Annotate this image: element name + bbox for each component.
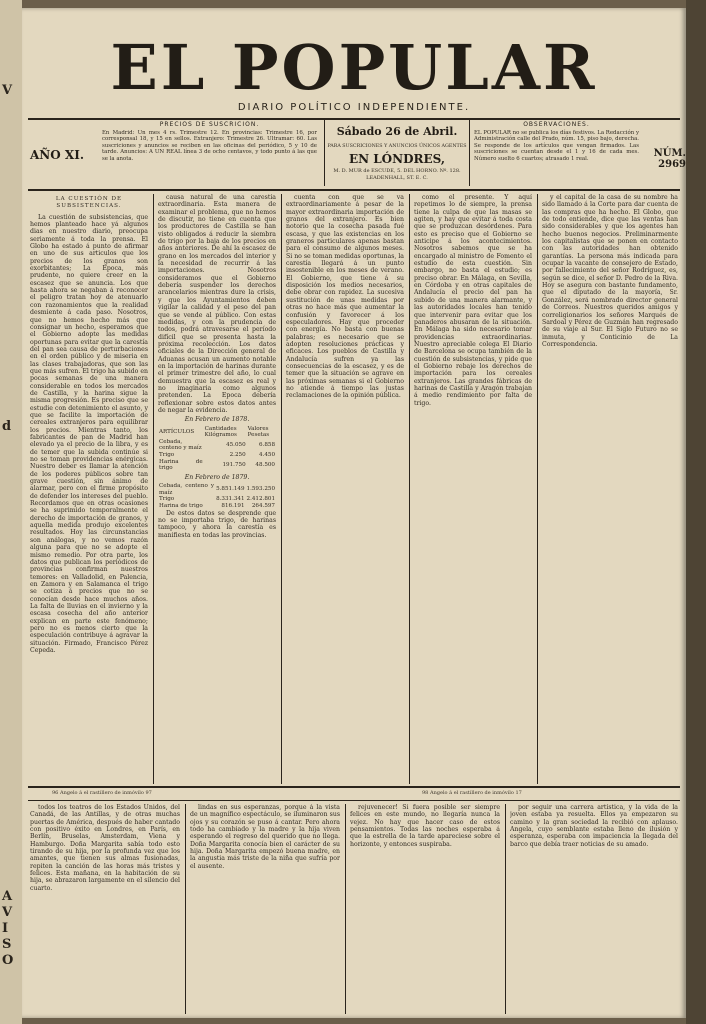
feuilleton-column-1 — [30, 804, 180, 1014]
london-label: EN LÓNDRES, — [348, 152, 446, 167]
table-cell: 45.050 — [226, 442, 246, 449]
london-address: M. D. MUR de ESCUDE, 5. DEL HORNO. Nº. 128. LEADENHALL, ST. E. C. — [333, 168, 461, 181]
table-cell: 4.450 — [258, 452, 275, 459]
masthead-subtitle: DIARIO POLÍTICO INDEPENDIENTE. — [237, 102, 471, 113]
subs-title: PARA SUSCRICIONES Y ANUNCIOS ÚNICOS AGENTES — [327, 144, 467, 149]
table-title: En Febrero de 1878. — [184, 416, 250, 424]
strip-letter: V — [2, 83, 13, 98]
article-column-1 — [30, 194, 148, 782]
table-row — [158, 459, 276, 472]
observations-block — [474, 121, 639, 162]
table-cell: 5.851.149 — [216, 486, 245, 493]
table-row — [158, 503, 276, 510]
column-divider — [537, 194, 538, 784]
article-text: La cuestión de subsistencias, que hemos planteado hace yá algunos dias en nuestro diario, preocupa seriamente á toda la prensa. El Globo ha estado á punto de afirmar en uno de sus articulos que los precios de los granos son exorbitantes; La Epoca, más prudente, no quiere creer en la escasez que se anuncia. Los que hasta ahora se negaban á reconocer el peligro tratan hoy de atenuarlo con razonamientos que la realidad desmiente á cada paso. Nosotros, que no hemos hecho más que consignar un hecho, esperamos que el Gobierno adopte las medidas oportunas para evitar que la carestía del pan sea causa de perturbaciones en el orden público y de miseria en las clases trabajadoras, que son las que más sufren. El trigo ha subido en pocas semanas de una manera considerable en todos los mercados de Castilla, y la harina sigue la misma progresión. Es preciso que se estudie con detenimiento el asunto, y que se facilite la importación de cereales extranjeros para equilibrar los precios. Mientras tanto, los fabricantes de pan de Madrid han elevado ya el precio de la libra, y es de temer que la subida continúe si no se toman providencias enérgicas. Nuestro deber es llamar la atención de los poderes públicos sobre tan grave cuestión, sin ánimo de alarmar, pero con el firme propósito de defender los intereses del pueblo. Recordamos que en otras ocasiones se ha suprimido temporalmente el derecho de importación de granos, y aquella medida produjo excelentes resultados. Hoy las circunstancias son análogas, y no vemos razón alguna para que no se adopte el mismo remedio. Por otra parte, los datos que publican los periódicos de provincias confirman nuestros temores: en Valladolid, en Palencia, en Zamora y en Salamanca el trigo se cotiza á precios que no se conocían desde hace muchos años. La falta de lluvias en el invierno y la escasa cosecha del año anterior explican en parte este fenómeno; pero no es menos cierto que la especulación contribuye á agravar la situación. Firmado, Francisco Pérez Cepeda. — [30, 213, 148, 654]
prices-title: PRECIOS DE SUSCRICION. — [159, 121, 260, 128]
strip-letter: O — [2, 953, 14, 968]
strip-letter: d — [2, 419, 12, 434]
article-text: y el capital de la casa de su nombre ha sido llamado á la Corte para dar cuenta de las compras que ha hecho. El Globo, que de todo entiende, dice que las ventas han sido considerables y que los agentes han hecho buenos negocios. Preliminarmente los capitalistas que se ponen en contacto con las autoridades han obtenido garantías. La persona más indicada para ocupar la vacante de consejero de Estado, por fallecimiento del señor Rodríguez, es, según se dice, el señor D. Pedro de la Riva. Hoy se asegura con bastante fundamento, que el diputado de la mayoría, Sr. González, será nombrado director general de Correos. Nuestros queridos amigos y correligionarios los señores Marqués de Sardoal y Pérez de Guzmán han regresado de su viaje al Sur. El Siglo Futuro no se inmuta, y Conticinio de La Correspondencia. — [542, 194, 678, 348]
table-cell: 2.250 — [229, 452, 246, 459]
table-title: En Febrero de 1879. — [184, 473, 250, 481]
table-cell: 191.750 — [222, 461, 246, 468]
left-page-strip — [0, 0, 22, 1024]
feuilleton-text: lindas en sus esperanzas, porque á la vista de un magnífico espectáculo, se iluminaron sus ojos y su corazón se puso á cantar. Pero ahora todo ha cambiado y la madre y la hija viven esperando el regreso del querido que no llega. Doña Margarita conocía bien el carácter de su hija. Doña Margarita empezó buena madre, en la angustia más triste de la niña que sufría por el ausente. — [190, 804, 340, 870]
article-text: De estos datos se desprende que no se importaba trigo, de harinas tampoco, y ahora la carestía es manifiesta en todas las provincias. — [158, 509, 276, 539]
year-label: AÑO XI. — [30, 148, 85, 162]
feuilleton-header-left: 96 Angelo á el rastillero de inmóvilo 97 — [52, 790, 152, 796]
table-cell: 264.597 — [251, 502, 275, 509]
header-divider — [324, 120, 325, 186]
header-rule-bottom — [28, 189, 680, 191]
observations-title: OBSERVACIONES. — [523, 121, 590, 128]
newspaper-page — [22, 8, 686, 1018]
prices-block — [102, 121, 317, 162]
column-divider — [505, 804, 506, 1014]
article-column-4 — [414, 194, 532, 782]
table-header: Cantidades Kilógramos — [204, 425, 237, 439]
header-divider — [469, 120, 470, 186]
feuilleton-column-2 — [190, 804, 340, 1014]
table-cell: Harina de trigo — [159, 458, 203, 472]
table-header: ARTÍCULOS — [159, 428, 195, 435]
observations-text: EL POPULAR no se publica los días festivos. La Redacción y Administración calle del Prado, núm. 15, piso bajo, derecha. Se responde de los artículos que vengan firmados. Las suscriciones se cuentan desde el 1 y 16 de cada mes. Número suelto 6 cuartos; atrasado 1 real. — [474, 130, 639, 162]
table-row — [158, 483, 276, 496]
table-cell: Cebada, centeno y maíz — [159, 438, 202, 452]
issue-date: Sábado 26 de Abril. — [336, 125, 458, 138]
feuilleton-text: rejuvenecer! Si fuera posible ser siempre felices en este mundo, no llegaría nunca la vejez. No hay que hacer caso de estos pensamientos. Todas las noches esperaba á que la estrella de la tarde apareciese sobre el horizonte, y entonces suspiraba. — [350, 804, 500, 848]
table-row — [158, 439, 276, 452]
feuilleton-rule — [28, 786, 680, 788]
import-table-1 — [158, 426, 276, 472]
strip-letter: A — [2, 889, 13, 904]
table-cell: 6.858 — [258, 442, 275, 449]
feuilleton-header-right: 98 Angelo á el rastillero de inmóvilo 17 — [422, 790, 522, 796]
strip-letter: V — [2, 905, 13, 920]
table-cell: 1.593.250 — [246, 486, 275, 493]
table-cell: Harina de trigo — [159, 502, 203, 509]
table-cell: Trigo — [159, 452, 175, 459]
column-divider — [345, 804, 346, 1014]
strip-letter: I — [2, 921, 9, 936]
import-table-2 — [158, 483, 276, 509]
prices-text: En Madrid: Un mes 4 rs. Trimestre 12. En provincias: Trimestre 16, por corresponsal 18, y 15 en sellos. Extranjero: Trimestre 26. Ultramar: 60. Las suscriciones y anuncios se reciben en las oficinas del periódico, 5 y 10 de tarde. Anuncios: A UN REAL línea 3 de ocho centavos, y todo punto á las que se la anota. — [102, 130, 317, 162]
article-text: causa natural de una carestía extraordinaria. Esta manera de examinar el problema, que no hemos de discutir, no tiene en cuenta que los productores de Castilla se han visto obligados á reducir la siembra de trigo por la baja de los precios en años anteriores. De ahí la escasez de grano en los mercados del interior y la necesidad de recurrir á las importaciones. Nosotros consideramos que el Gobierno debería suspender los derechos arancelarios mientras dure la crisis, y que los Ayuntamientos deben vigilar la calidad y el peso del pan que se vende al público. Con estas medidas, y con la prudencia de todos, podrá atravesarse el período difícil que se presenta hasta la próxima recolección. Los datos oficiales de la Dirección general de Aduanas acusan un aumento notable en la importación de harinas durante el primer trimestre del año, lo cual demuestra que la escasez es real y no imaginaria como algunos pretenden. La Epoca debería reflexionar sobre estos datos antes de negar la evidencia. — [158, 194, 276, 414]
article-column-2 — [158, 194, 276, 782]
right-page-edge — [686, 0, 706, 1024]
table-cell: 2.412.801 — [246, 496, 275, 503]
article-title: LA CUESTIÓN DE SUBSISTENCIAS. — [55, 196, 123, 210]
issue-number: NÚM. 2969 — [653, 148, 686, 170]
table-cell: 48.500 — [255, 461, 275, 468]
header-rule-top — [28, 118, 680, 120]
table-cell: Trigo — [159, 496, 175, 503]
table-cell: 816.191 — [221, 502, 245, 509]
feuilleton-text: todos los teatros de los Estados Unidos, del Canadá, de las Antillas, y de otras muchas puertas de América, después de haber cantado con positivo éxito en Londres, en París, en Berlín, Bruselas, Amsterdam, Viena y Hamburgo. Doña Margarita sabía todo esto tirando de su hija, por la profunda vez que los amantes, que tienen sus almas fusionadas, repiten la canción de las horas más tristes y felices. Esta mañana, en la habitación de su hija, se abrazaron largamente en el silencio del cuarto. — [30, 804, 180, 892]
article-column-3 — [286, 194, 404, 782]
table-row — [158, 452, 276, 459]
table-header: Valores Pesetas — [247, 425, 270, 439]
feuilleton-column-3 — [350, 804, 500, 1014]
column-divider — [185, 804, 186, 1014]
article-text: como el presente. Y aquí repetimos lo de siempre, la prensa tiene la culpa de que las masas se agiten, y hay que evitar á toda costa que se produzcan desórdenes. Para esto es preciso que el Gobierno se anticipe á los acontecimientos. Nosotros sabemos que se ha encargado al ministro de Fomento el estudio de esta cuestión. Sin embargo, no basta el estudio; es preciso obrar. En Málaga, en Sevilla, en Córdoba y en otras capitales de Andalucía el precio del pan ha subido de una manera alarmante, y las autoridades locales han tenido que intervenir para evitar que los panaderos abusaran de la situación. En Málaga ha sido necesario tomar providencias extraordinarias. Nuestro apreciable colega El Diario de Barcelona se ocupa también de la cuestión de subsistencias, y pide que el Gobierno rebaje los derechos de importación para los cereales extranjeros. Las grandes fábricas de harinas de Castilla y Aragón trabajan á medio rendimiento por falta de trigo. — [414, 194, 532, 407]
feuilleton-column-4 — [510, 804, 678, 1014]
feuilleton-rule — [28, 800, 680, 801]
column-divider — [281, 194, 282, 784]
column-divider — [153, 194, 154, 784]
table-cell: 8.331.341 — [216, 496, 245, 503]
article-text: cuenta con que se va extraordinariamente á pesar de la mayor extraordinaria importación de granos del extranjero. Es bien notorio que la cosecha pasada fué escasa, y que las existencias en los graneros particulares apenas bastan para el consumo de algunos meses. Si no se toman medidas oportunas, la carestía llegará á un punto insostenible en los meses de verano. El Gobierno, que tiene á su disposición los medios necesarios, debe obrar con rapidez. La sucesiva sustitución de unas medidas por otras no hace más que aumentar la confusión y favorecer á los especuladores. Hay que proceder con energía. No basta con buenas palabras; es necesario que se adopten resoluciones prácticas y eficaces. Los pueblos de Castilla y Andalucía sufren ya las consecuencias de la escasez, y es de temer que la situación se agrave en las próximas semanas si el Gobierno no atiende á tiempo las justas reclamaciones de la opinión pública. — [286, 194, 404, 400]
column-divider — [409, 194, 410, 784]
feuilleton-text: por seguir una carrera artística, y la vida de la joven estaba ya resuelta. Ellos ya empezaron su camino y la gran sociedad la recibió con aplauso. Angela, cuyo semblante estaba lleno de ilusión y esperanza, esperaba con impaciencia la llegada del barco que debía traer noticias de su amado. — [510, 804, 678, 848]
masthead-title: EL POPULAR — [110, 31, 598, 104]
table-row — [158, 496, 276, 503]
strip-letter: S — [2, 937, 12, 952]
date-block — [327, 121, 467, 181]
table-cell: Cebada, centeno y maíz — [159, 483, 215, 496]
article-column-5 — [542, 194, 678, 782]
